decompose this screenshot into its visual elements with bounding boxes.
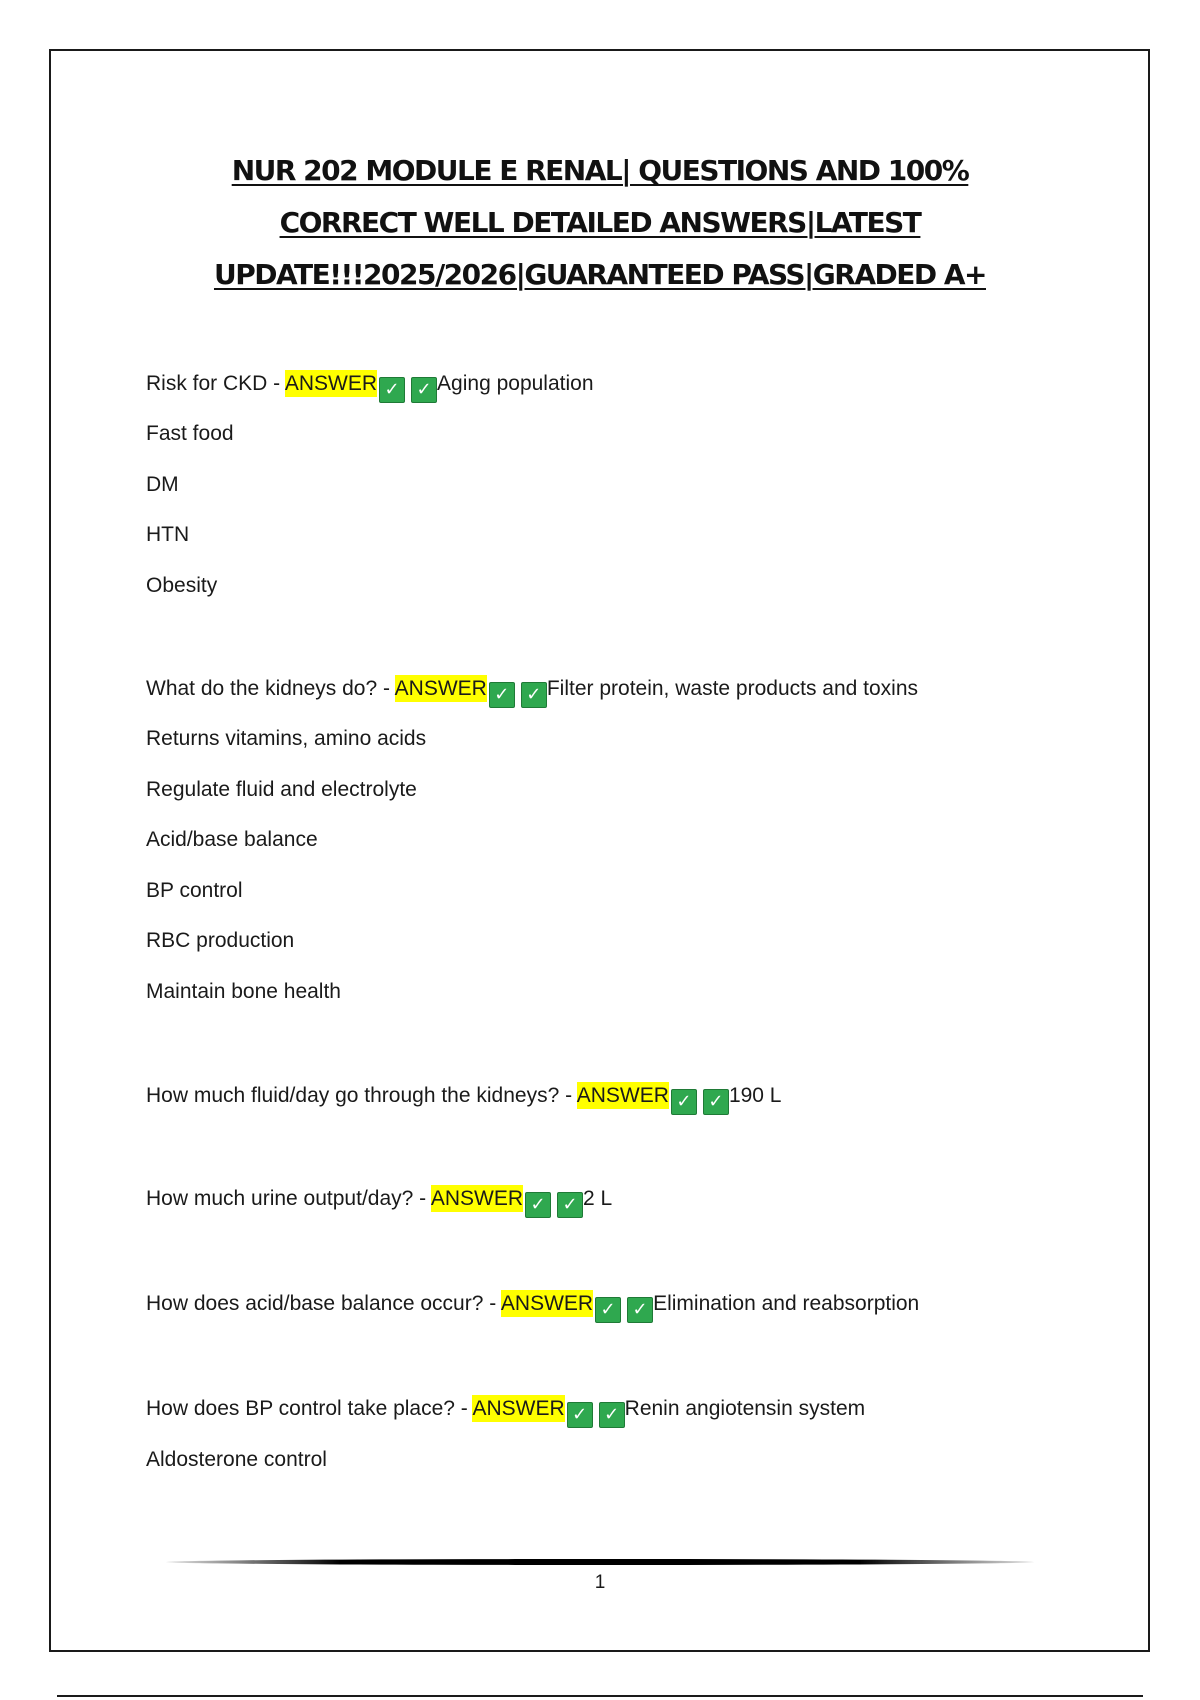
answer-text: Elimination and reabsorption	[653, 1292, 920, 1315]
answer-detail-line: DM	[146, 473, 179, 496]
question-text: How much fluid/day go through the kidneys? -	[146, 1084, 577, 1107]
answer-text: Renin angiotensin system	[624, 1397, 866, 1420]
page-bottom-rule	[57, 1695, 1143, 1697]
document-title	[0, 145, 1200, 301]
answer-highlight: ANSWER	[284, 372, 378, 395]
checkmark-icon: ✓	[599, 1402, 625, 1428]
checkmark-icon: ✓	[557, 1192, 583, 1218]
checkmark-icon: ✓	[489, 682, 515, 708]
answer-text: 190 L	[728, 1084, 782, 1107]
checkmark-icon: ✓	[627, 1297, 653, 1323]
question-text: How does acid/base balance occur? -	[146, 1292, 501, 1315]
answer-detail-line: BP control	[146, 879, 243, 902]
title-line-3: UPDATE!!!2025/2026|GUARANTEED PASS|GRADED A+	[213, 258, 986, 291]
question-line	[146, 1289, 919, 1323]
answer-detail-line: Returns vitamins, amino acids	[146, 727, 427, 750]
question-text: How does BP control take place? -	[146, 1397, 473, 1420]
answer-text: Aging population	[437, 372, 594, 395]
checkmark-icon: ✓	[703, 1089, 729, 1115]
answer-detail-line: HTN	[146, 523, 190, 546]
answer-detail-line: Fast food	[146, 422, 234, 445]
title-line-2: CORRECT WELL DETAILED ANSWERS|LATEST	[279, 206, 921, 239]
answer-detail-line: Acid/base balance	[146, 828, 318, 851]
question-text: Risk for CKD -	[146, 372, 285, 395]
answer-detail-line: RBC production	[146, 929, 295, 952]
answer-highlight: ANSWER	[576, 1084, 669, 1107]
checkmark-icon: ✓	[525, 1192, 551, 1218]
answer-highlight: ANSWER	[394, 677, 487, 700]
answer-detail-line: Regulate fluid and electrolyte	[146, 778, 417, 801]
answer-text: 2 L	[583, 1187, 613, 1210]
answer-detail-line: Aldosterone control	[146, 1448, 327, 1471]
page-number: 1	[594, 1572, 606, 1593]
question-line	[146, 674, 918, 708]
question-line	[146, 1394, 865, 1428]
question-line	[146, 369, 594, 403]
checkmark-icon: ✓	[671, 1089, 697, 1115]
checkmark-icon: ✓	[567, 1402, 593, 1428]
answer-highlight: ANSWER	[500, 1292, 594, 1315]
question-line	[146, 1081, 782, 1115]
checkmark-icon: ✓	[521, 682, 547, 708]
checkmark-icon: ✓	[379, 377, 405, 403]
title-line-1: NUR 202 MODULE E RENAL| QUESTIONS AND 100%	[231, 154, 969, 187]
question-text: How much urine output/day? -	[146, 1187, 431, 1210]
question-line	[146, 1184, 612, 1218]
answer-detail-line: Obesity	[146, 574, 218, 597]
answer-highlight: ANSWER	[472, 1397, 565, 1420]
answer-detail-line: Maintain bone health	[146, 980, 341, 1003]
checkmark-icon: ✓	[595, 1297, 621, 1323]
footer-divider	[166, 1559, 1034, 1565]
answer-text: Filter protein, waste products and toxins	[546, 677, 919, 700]
question-text: What do the kidneys do? -	[146, 677, 395, 700]
checkmark-icon: ✓	[411, 377, 437, 403]
answer-highlight: ANSWER	[430, 1187, 524, 1210]
